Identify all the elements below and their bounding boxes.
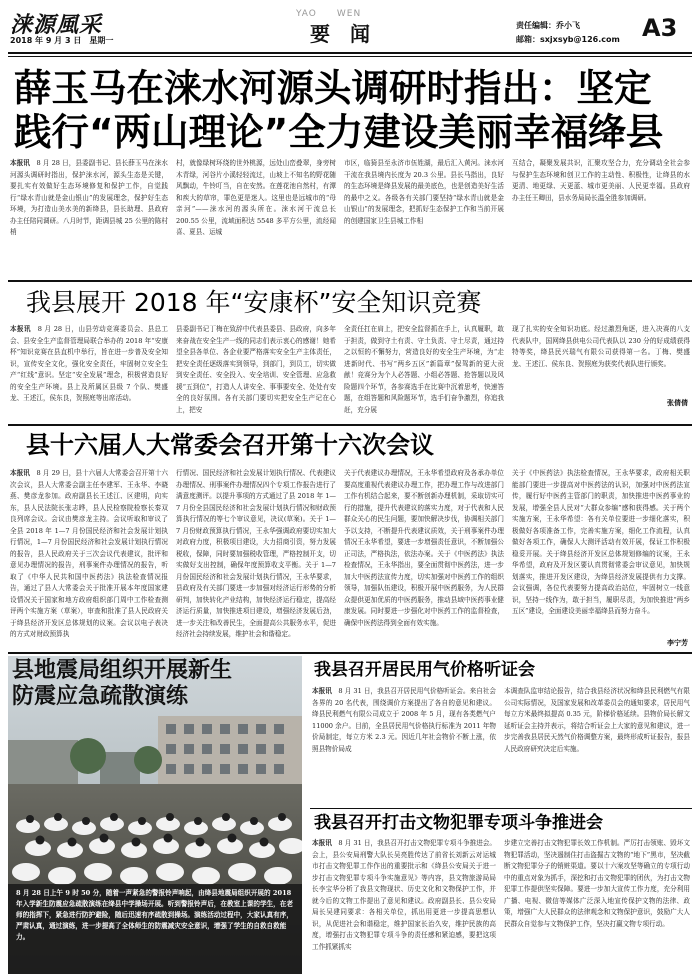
congress-headline: 县十六届人大常委会召开第十六次会议 — [26, 431, 434, 459]
paper-name: 涞源風采 — [10, 12, 103, 38]
earthquake-drill-headline-line-1: 县地震局组织开展新生 — [12, 658, 233, 683]
earthquake-drill-panel — [8, 656, 302, 974]
safety-column-2: 县委副书记丁梅在致辞中代表县委县、县政府，向多年来奋战在安全生产一线的同志们表示衷心的感谢！她希望全县各单位、各企业要严格落实安全生产主体责任，把安全责任逐级落实到领导，到部门，到员工，切实做到安全责任、安全投入、安全培训、安全管理、应急救援“五到位”，打造人人讲安全、事事要安全、处处有安全的良好氛围。各有关部门要切实把安全生产记在心上，把安 — [176, 325, 336, 414]
divider-2 — [8, 424, 692, 426]
gas-price-column-2: 本调查队监审结论报告，结合我县经济状况和绛县民利燃气有限公司实际情况，及国家发展和改革委员会的通知要求，居民用气每立方米最终拟提高 0.35 元，阶梯价格延续。县物价局长解文延听证会主持并表示，将结合听证会上大家的意见和建议，进一步完善我县居民天然气价格调整方案，最终形成听证报告，报县人民政府研究决定后实施。 — [504, 687, 690, 753]
lead-headline-line-2: 践行“两山理论”全力建设美丽幸福绛县 — [14, 110, 664, 154]
congress-signature: 李宁芳 — [667, 638, 688, 647]
relics-crime-column-2: 步建立完善打击文物犯罪长效工作机制。严厉打击领账、毁坏文物犯罪活动，坚决遏制住打击盗掘古文物的“地下”黑市，坚决截断文物犯罪分子的销赃渠道。要以十六案攻坚等确立的专项行动中的重点对象为抓手，深挖和打击文物犯罪的团伙，为打击文物犯罪工作提供坚实保障。要进一步加大宣传工作力度，充分利用广播、电视、微信等媒体广泛深入地宣传保护文物的法律、政策，增强广大人民群众的法律观念和文物保护意识，鼓励广大人民群众自觉参与文物保护工作，坚决打赢文物专项行动。 — [504, 839, 690, 928]
byline: 本报讯 — [312, 687, 332, 695]
safety-signature: 张倩倩 — [667, 398, 688, 407]
divider-1 — [8, 280, 692, 282]
lead-article-column-4: 互结合，凝聚发展共识，汇聚攻坚合力，充分调动全社会参与保护生态环境和创卫工作的主动性、积极性，让绛县的水更清、地更绿、天更蓝、城市更美丽、人民更幸福。县政府办主任王卿田，县水务局局长温全胜参加调研。 — [512, 159, 690, 202]
section-latin: YAO WEN — [296, 9, 362, 19]
lead-headline-line-1: 薛玉马在涞水河源头调研时指出：坚定 — [14, 66, 652, 110]
lead-article-column-3: 市区，临猗县至永济市伍姓湖，最后汇入黄河。涞水河干流在我县境内长度为 20.3 公里。县长马指出，良好的生态环境是绛县发展的最美底色，也是创造美好生活的最中之义。各级各有关部门要坚持“绿水青山就是金山银山”的发展理念，把抓好生态保护工作和当前开展的创建国家卫生县城工作相 — [344, 159, 504, 225]
lead-article-column-2: 村，就像绿树环绕的世外桃源，远处山峦叠翠，身旁树木青绿，河谷片小溪轻轻流过，山坡上不知名的野花随风飘动，牛铃叮当，自在安然。在莲花池自然村，有潭和疾大的草帘，罪色更是迷人。这里也是远城市的“母亲河”——涞水河的源头所在。涞水河干流总长 200.55 公里，流域面积达 5548 多平方公里，流经闻喜、夏县、运城 — [176, 159, 336, 236]
byline: 本报讯 — [312, 839, 332, 847]
header-rule-thick — [8, 52, 692, 54]
byline: 本报讯 — [10, 469, 30, 477]
safety-contest-headline: 我县展开 2018 年“安康杯”安全知识竞赛 — [26, 288, 482, 317]
header-rule-thin — [8, 56, 692, 57]
congress-column-3: 关于代表建议办理情况，王永华希望政府及各承办单位要高度重视代表建议办理工作，把办理工作与改进部门工作有机结合起来，要不断创新办理机制，采取切实可行的措施，提升代表建议的落实力度，对于代表和人民群众关心的民生问题，要加快解决步伐，协调相关部门予以支持，不断提升代表建议质效，关于刑事案件办理情况王永华希望，要进一步增强责任意识，不断加强公正司法，严格执法，依法办案。关于《中医药法》执法检查情况，王永华指出，要全面贯彻中医药法，进一步加大中医药法宣传力度，切实加强对中医药工作的组织领导，加强队伍建设，积极开展中医药服务，为人民群众提供更加优质的中医药服务，推动县域中医药事业健康发展。同时要进一步强化对中医药工作的监督检查，确保中医药法得到全面有效实施。 — [344, 469, 504, 627]
earthquake-drill-caption: 8 月 28 日上午 9 时 50 分，随着一声紧急的警报铃声响起，由绛县地震局组织开展的 2018 年入学新生防震应急疏散演练在绛县中学操场开展。听到警报铃声后，在教室上课的学生，在老师的指挥下，紧急进行防护避险，随后迅速有序疏散到操场。演练活动过程中，大家认真有序，严肃认真，通过演练，进一步提高了全体师生的防震减灾安全意识，增强了学生的自救自救能力。 — [16, 889, 293, 941]
congress-column-1: 本报讯 8 月 29 日，县十六届人大常委会召开第十六次会议，县人大常委会副主任李建军、王永华、李晓燕、樊彦龙参加。政府副县长王述江、区建明，向实东，县人民法院长张志晔，县人民检察院检察长秦双良列席会议。会议由樊彦龙主持。会议听取和审议了全县 2018 年 1—7 月份国民经济和社会发展计划执行情况，1—7 月份国民经济和社会发展计划执行情况的报告，县人民政府关于三次会议代表建议，批评和意见办理情况的报告，刑事案件办理情况的报告，听取了《中华人民共和国中医药法》执法检查情况报告，通过了县人大常委会关于批准开展本年度国家建设情况关于国家和地方政府组织部门周中工作检查测评两个实施方案（草案），审查和批准了县人民政府关于绛县经济开发区总体规划的议案。会议以电子表决的方式对财政预算执 — [10, 469, 168, 638]
section-title: 要 闻 — [310, 22, 370, 46]
date-line: 2018 年 9 月 3 日 星期一 — [10, 36, 114, 45]
divider-3 — [8, 652, 692, 654]
safety-column-1: 本报讯 8 月 28 日，山县劳动竞赛委员会、县总工会、县安全生产监督管理局联合举办的 2018 年“安康杯”知识竞赛在县直机中举行，旨在进一步普及安全知识，宣传安全文化，强化安全责任，牢固树立安全生产“红线”意识。坚定“安全发展”理念，积极营造良好的安全生产环境。县上及所属区县级 7 个队、樊盛龙、王述江，侯东良，贺照庭等出席活动。 — [10, 325, 168, 402]
byline: 本报讯 — [10, 159, 30, 167]
lead-article-column-1: 本报讯 8 月 28 日，县委副书记、县长薛玉马在涞水河源头调研时指出，保护涞水河，源头生态是关键，要扎实有效做好生态环境修复和保护工作，自觉践行“绿水青山就是金山银山”的发展理念，保护好生态环境，为打造山美水美的新绛县，县长助理、县政府办主任陪同调研。八月时节，距调县城 25 公里的陈村梢 — [10, 159, 168, 236]
masthead — [0, 0, 700, 52]
email-label: 邮箱：sxjxsyb@126.com — [516, 35, 620, 44]
editor-label: 责任编辑：乔小飞 — [516, 21, 580, 30]
earthquake-drill-headline-line-2: 防震应急疏散演练 — [12, 684, 189, 709]
congress-column-2: 行情况、国民经济和社会发展计划执行情况、代表建议办理情况、刑事案件办理情况四个专项工作报告进行了满意度测评。以提升事项的方式通过了县 2018 年 1—7 月份全县国民经济和社会发展计划执行情况和财政预算执行情况的等七个审议意见，决议(草案)。关于 1—7 月份财政预算执行情况，王永华强调政府要切实加大对政府力度，积极项目建设，大力招商引资，努力发展税收，保障，同时要加强税收管理，严格控制开支，切实做好支出控制，确保年度预算收支平衡。关于 1—7 月份国民经济和社会发展计划执行情况，王永华要求，县政府及有关部门要进一步加强对经济运行形势的分析研判，加快转化产业结构，加快经济运行稳定，提高经济运行质量，加快推进项目建设，增强经济发展后劲，进一步关注和改善民生，全面提高公共服务水平，促进经济社会持续发展，维护社会和谐稳定。 — [176, 469, 336, 638]
safety-column-3: 全责任扛在肩上，把安全监督抓在手上，认真履职，敢于担责，做到守土有责、守土负责、守土尽责，通过持之以恒的不懈努力，营造良好的安全生产环境，为“走进新时代、书写“两乡五区”新篇章”保驾新的更大贡献！竞赛分为个人必答题、小组必答题、抢答题以及风险题四个环节，各参赛选手在比赛中沉着思考，快速答题，在组答题和风险题环节，选手们奋争激烈，你追我赶，充分展 — [344, 325, 504, 414]
gas-price-headline: 我县召开居民用气价格听证会 — [314, 660, 535, 680]
byline: 本报讯 — [10, 325, 31, 333]
congress-column-4: 关于《中医药法》执法检查情况，王永华要求，政府相关职能部门要进一步提高对中医药法的认识，加强对中医药法宣传，履行好中医药主管部门的职责，加快推进中医药事业的发展，增强全县人民对“大群众参编”感和获得感。关于两个实施方案，王永华希望：各有关单位要进一步细化落实，积极做好各项准备工作，完善实施方案，细化工作流程，认真做好各项工作，确保人大测评活动有效开展，保证工作积极稳妥开展。关于绛县经济开发区总体规划修编的议案，王永华希望，政府及开发区要认真贯彻常委会审议意见，加快规划落实，推进开发区建设，为绛县经济发展提供有力支撑。会议强调，各位代表要努力提高政治站位，牢固树立一线意识，坚持一线作为，敢于担当，履职尽责，为加快推进“两乡五区”建设，全面建设美丽幸福绛县而努力奋斗。 — [512, 469, 690, 615]
page-number: A3 — [642, 14, 678, 42]
divider-4 — [310, 808, 692, 809]
safety-column-4: 现了扎实的安全知识功底。经过激烈角逐，进入决赛的八支代表队中，国网绛县供电公司代表队以 230 分的好成绩获得特等奖，绛县民兴瑞气有限公司获得第一名。丁梅、樊盛龙、王述江、侯东良、贺照庭为获奖代表队进行颁奖。 — [512, 325, 690, 368]
relics-crime-headline: 我县召开打击文物犯罪专项斗争推进会 — [314, 813, 603, 833]
relics-crime-column-1: 本报讯 8 月 31 日，我县召开打击文物犯罪专项斗争推进会。会上，县公安局刑警大队长吴亮胜传达了前省长刘新云对运城市打击文物犯罪工作作出的重要批示和《绛县公安局关于进一步打击文物犯罪专项斗争实施意见》等内容，县文物旅游局局长李宝华分析了我县文物现状、历史文化和文物保护工作，并就今后的文物工作提出了意见和建议。政府副县长、县公安局局长吴建同要求：各相关单位，抓出用更进一步提高思想认识，从促进社会和谐稳定，维护国家长治久安，维护民族的高度，增强打击文物犯罪专项斗争的责任感和紧迫感，要把这项工作抓紧抓实 — [312, 839, 496, 951]
gas-price-column-1: 本报讯 8 月 31 日，我县召开居民用气价格听证会。来自社会各界的 20 名代表，围绕调价方案提出了各自的意见和建议。绛县民利燃气有限公司成立于 2008 年 5 月，现有各类燃气户 11000 余户。目前，全县居民用气价格执行标准为 2011 年物价局制定，每立方米 2.3 元。因近几年社会物价不断上涨，依照县物价局成 — [312, 687, 496, 753]
